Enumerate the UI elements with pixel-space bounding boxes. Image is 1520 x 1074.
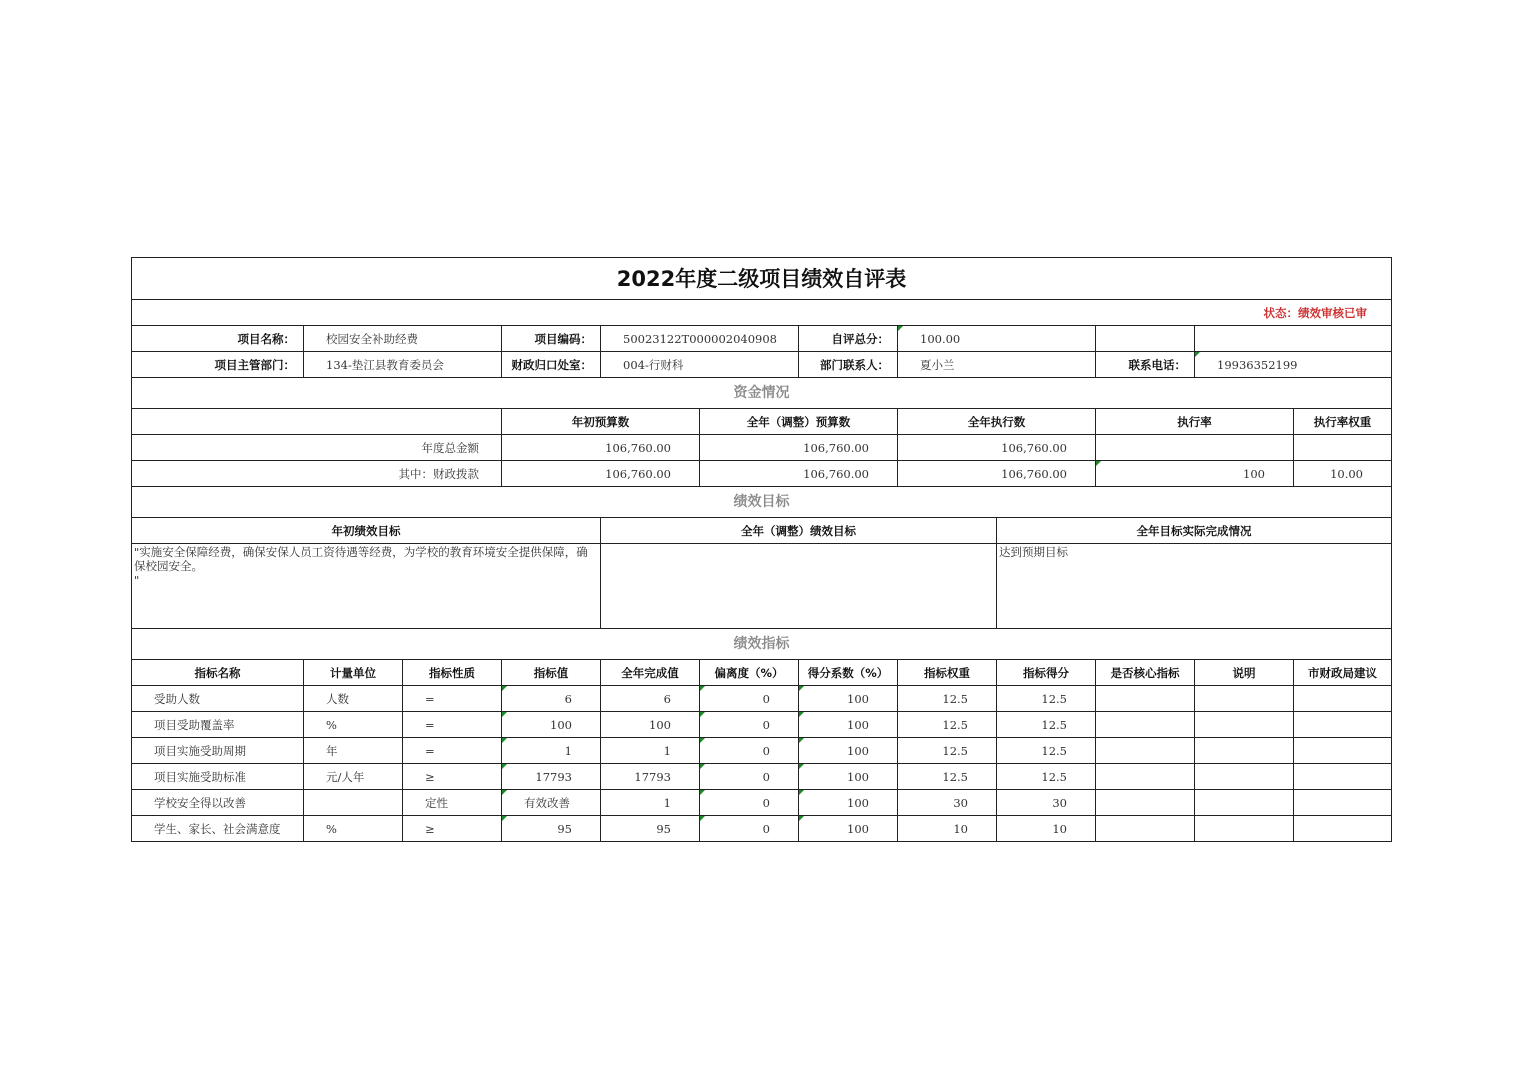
goals-header: 年初绩效目标 — [132, 518, 601, 544]
indicator-name: 学生、家长、社会满意度 — [132, 816, 304, 842]
indicator-deviation: 0 — [700, 790, 799, 816]
indicator-nature: = — [403, 686, 502, 712]
empty-cell — [132, 409, 502, 435]
indicator-score: 12.5 — [997, 712, 1096, 738]
indicator-nature: 定性 — [403, 790, 502, 816]
funds-row-label: 其中：财政拨款 — [132, 461, 502, 487]
contact-label: 部门联系人： — [799, 352, 898, 378]
indicator-actual: 95 — [601, 816, 700, 842]
indicator-nature: ≥ — [403, 764, 502, 790]
funds-header: 全年执行数 — [898, 409, 1096, 435]
finance-office-value: 004-行财科 — [601, 352, 799, 378]
funds-cell — [1294, 435, 1392, 461]
indicator-deviation: 0 — [700, 686, 799, 712]
indicator-score: 12.5 — [997, 686, 1096, 712]
indicator-unit: % — [304, 816, 403, 842]
total-score-value: 100.00 — [898, 326, 1096, 352]
indicator-header: 市财政局建议 — [1294, 660, 1392, 686]
indicator-actual: 1 — [601, 790, 700, 816]
goals-header: 全年目标实际完成情况 — [997, 518, 1392, 544]
indicator-header: 指标名称 — [132, 660, 304, 686]
indicator-header: 说明 — [1195, 660, 1294, 686]
indicator-coef: 100 — [799, 816, 898, 842]
indicator-weight: 12.5 — [898, 686, 997, 712]
table-row — [132, 790, 1392, 816]
indicator-target: 100 — [502, 712, 601, 738]
indicator-name: 项目实施受助周期 — [132, 738, 304, 764]
indicator-deviation: 0 — [700, 712, 799, 738]
indicator-advice — [1294, 816, 1392, 842]
indicator-header: 指标值 — [502, 660, 601, 686]
indicator-core — [1096, 686, 1195, 712]
indicator-name: 受助人数 — [132, 686, 304, 712]
funds-cell: 10.00 — [1294, 461, 1392, 487]
goals-content-row — [132, 544, 1392, 629]
funds-row — [132, 461, 1392, 487]
project-code-label: 项目编码： — [502, 326, 601, 352]
indicator-note — [1195, 816, 1294, 842]
indicator-nature: ≥ — [403, 816, 502, 842]
indicator-score: 12.5 — [997, 764, 1096, 790]
indicator-weight: 12.5 — [898, 712, 997, 738]
dept-label: 项目主管部门： — [132, 352, 304, 378]
indicator-target: 95 — [502, 816, 601, 842]
indicators-header-row — [132, 660, 1392, 686]
funds-row — [132, 435, 1392, 461]
indicator-coef: 100 — [799, 712, 898, 738]
funds-cell — [1096, 435, 1294, 461]
indicator-core — [1096, 816, 1195, 842]
table-row — [132, 686, 1392, 712]
indicator-coef: 100 — [799, 686, 898, 712]
indicator-header: 指标权重 — [898, 660, 997, 686]
indicator-core — [1096, 712, 1195, 738]
indicator-score: 10 — [997, 816, 1096, 842]
table-row — [132, 738, 1392, 764]
project-code-value: 50023122T000002040908 — [601, 326, 799, 352]
indicator-header: 偏离度（%） — [700, 660, 799, 686]
funds-cell: 106,760.00 — [700, 461, 898, 487]
status-badge: 状态：绩效审核已审 — [132, 300, 1392, 326]
indicator-target: 6 — [502, 686, 601, 712]
indicator-coef: 100 — [799, 764, 898, 790]
indicator-note — [1195, 686, 1294, 712]
indicator-advice — [1294, 738, 1392, 764]
section-title-goals: 绩效目标 — [132, 487, 1392, 518]
indicator-unit: 人数 — [304, 686, 403, 712]
table-row — [132, 816, 1392, 842]
indicator-target: 1 — [502, 738, 601, 764]
empty-cell — [1096, 326, 1195, 352]
indicator-nature: = — [403, 738, 502, 764]
indicator-unit: % — [304, 712, 403, 738]
indicator-advice — [1294, 712, 1392, 738]
funds-header: 全年（调整）预算数 — [700, 409, 898, 435]
dept-value: 134-垫江县教育委员会 — [304, 352, 502, 378]
indicator-advice — [1294, 764, 1392, 790]
goals-header: 全年（调整）绩效目标 — [601, 518, 997, 544]
page-title: 2022年度二级项目绩效自评表 — [132, 258, 1392, 300]
indicator-weight: 12.5 — [898, 764, 997, 790]
indicator-core — [1096, 764, 1195, 790]
indicator-target: 17793 — [502, 764, 601, 790]
indicator-actual: 6 — [601, 686, 700, 712]
indicator-target: 有效改善 — [502, 790, 601, 816]
initial-goal-text: "实施安全保障经费，确保安保人员工资待遇等经费，为学校的教育环境安全提供保障，确保校园安全。 " — [132, 544, 601, 629]
table-row — [132, 712, 1392, 738]
project-name-value: 校园安全补助经费 — [304, 326, 502, 352]
indicator-header: 全年完成值 — [601, 660, 700, 686]
indicator-actual: 100 — [601, 712, 700, 738]
section-title-funds: 资金情况 — [132, 378, 1392, 409]
indicator-actual: 1 — [601, 738, 700, 764]
indicator-coef: 100 — [799, 738, 898, 764]
indicator-actual: 17793 — [601, 764, 700, 790]
indicator-score: 30 — [997, 790, 1096, 816]
contact-value: 夏小兰 — [898, 352, 1096, 378]
funds-cell: 106,760.00 — [502, 435, 700, 461]
adjusted-goal-text — [601, 544, 997, 629]
indicator-note — [1195, 790, 1294, 816]
indicator-name: 学校安全得以改善 — [132, 790, 304, 816]
indicator-core — [1096, 790, 1195, 816]
funds-header: 执行率 — [1096, 409, 1294, 435]
actual-completion-text: 达到预期目标 — [997, 544, 1392, 629]
indicator-weight: 12.5 — [898, 738, 997, 764]
performance-evaluation-table — [131, 257, 1392, 842]
empty-cell — [1195, 326, 1392, 352]
project-name-label: 项目名称： — [132, 326, 304, 352]
indicator-core — [1096, 738, 1195, 764]
indicator-advice — [1294, 686, 1392, 712]
indicator-name: 项目受助覆盖率 — [132, 712, 304, 738]
indicator-deviation: 0 — [700, 816, 799, 842]
indicator-weight: 30 — [898, 790, 997, 816]
info-row-1 — [132, 326, 1392, 352]
indicator-note — [1195, 764, 1294, 790]
indicator-header: 计量单位 — [304, 660, 403, 686]
indicator-header: 是否核心指标 — [1096, 660, 1195, 686]
phone-value: 19936352199 — [1195, 352, 1392, 378]
indicator-header: 指标性质 — [403, 660, 502, 686]
indicator-name: 项目实施受助标准 — [132, 764, 304, 790]
info-row-2 — [132, 352, 1392, 378]
funds-cell: 106,760.00 — [898, 435, 1096, 461]
phone-label: 联系电话： — [1096, 352, 1195, 378]
goals-header-row — [132, 518, 1392, 544]
funds-cell: 100 — [1096, 461, 1294, 487]
section-title-indicators: 绩效指标 — [132, 629, 1392, 660]
indicator-weight: 10 — [898, 816, 997, 842]
indicator-deviation: 0 — [700, 764, 799, 790]
table-row — [132, 764, 1392, 790]
funds-header: 年初预算数 — [502, 409, 700, 435]
finance-office-label: 财政归口处室： — [502, 352, 601, 378]
indicator-coef: 100 — [799, 790, 898, 816]
funds-row-label: 年度总金额 — [132, 435, 502, 461]
indicator-unit — [304, 790, 403, 816]
funds-cell: 106,760.00 — [502, 461, 700, 487]
indicator-unit: 年 — [304, 738, 403, 764]
funds-cell: 106,760.00 — [700, 435, 898, 461]
indicator-header: 指标得分 — [997, 660, 1096, 686]
funds-header-row — [132, 409, 1392, 435]
funds-cell: 106,760.00 — [898, 461, 1096, 487]
indicator-unit: 元/人年 — [304, 764, 403, 790]
funds-header: 执行率权重 — [1294, 409, 1392, 435]
indicator-note — [1195, 738, 1294, 764]
indicator-score: 12.5 — [997, 738, 1096, 764]
total-score-label: 自评总分： — [799, 326, 898, 352]
indicator-deviation: 0 — [700, 738, 799, 764]
indicator-header: 得分系数（%） — [799, 660, 898, 686]
indicator-advice — [1294, 790, 1392, 816]
indicator-note — [1195, 712, 1294, 738]
indicator-nature: = — [403, 712, 502, 738]
